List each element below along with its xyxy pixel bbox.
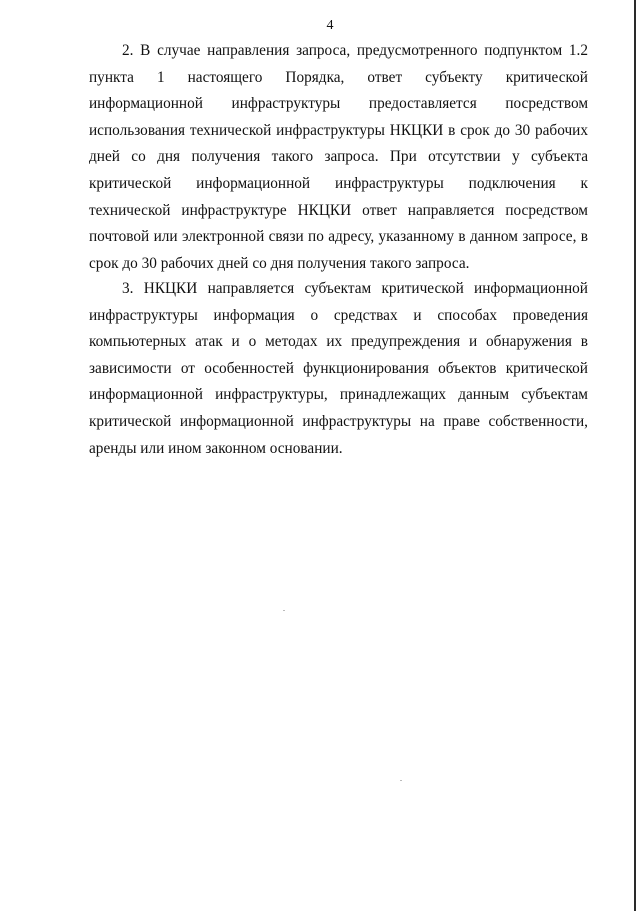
- paragraph-2: 2. В случае направления запроса, предусмотренного подпунктом 1.2 пункта 1 настоящего Порядка, ответ субъекту критической информационной инфраструктуры предоставляется посредством использования технической инфраструктуры НКЦКИ в срок до 30 рабочих дней со дня получения такого запроса. При отсутствии у субъекта критической информационной инфраструктуры подключения к технической инфраструктуре НКЦКИ ответ направляется посредством почтовой или электронной связи по адресу, указанному в данном запросе, в срок до 30 рабочих дней со дня получения такого запроса.: [89, 42, 588, 272]
- page-number: 4: [326, 18, 334, 33]
- paragraph-3: 3. НКЦКИ направляется субъектам критической информационной инфраструктуры информация о средствах и способах проведения компьютерных атак и о методах их предупреждения и обнаружения в зависимости от особенностей функционирования объектов критической информационной инфраструктуры, принадлежащих данным субъектам критической информационной инфраструктуры на праве собственности, аренды или ином законном основании.: [89, 280, 588, 457]
- scan-speck: [283, 610, 285, 611]
- scan-edge: [634, 0, 636, 911]
- scan-speck: [400, 780, 402, 781]
